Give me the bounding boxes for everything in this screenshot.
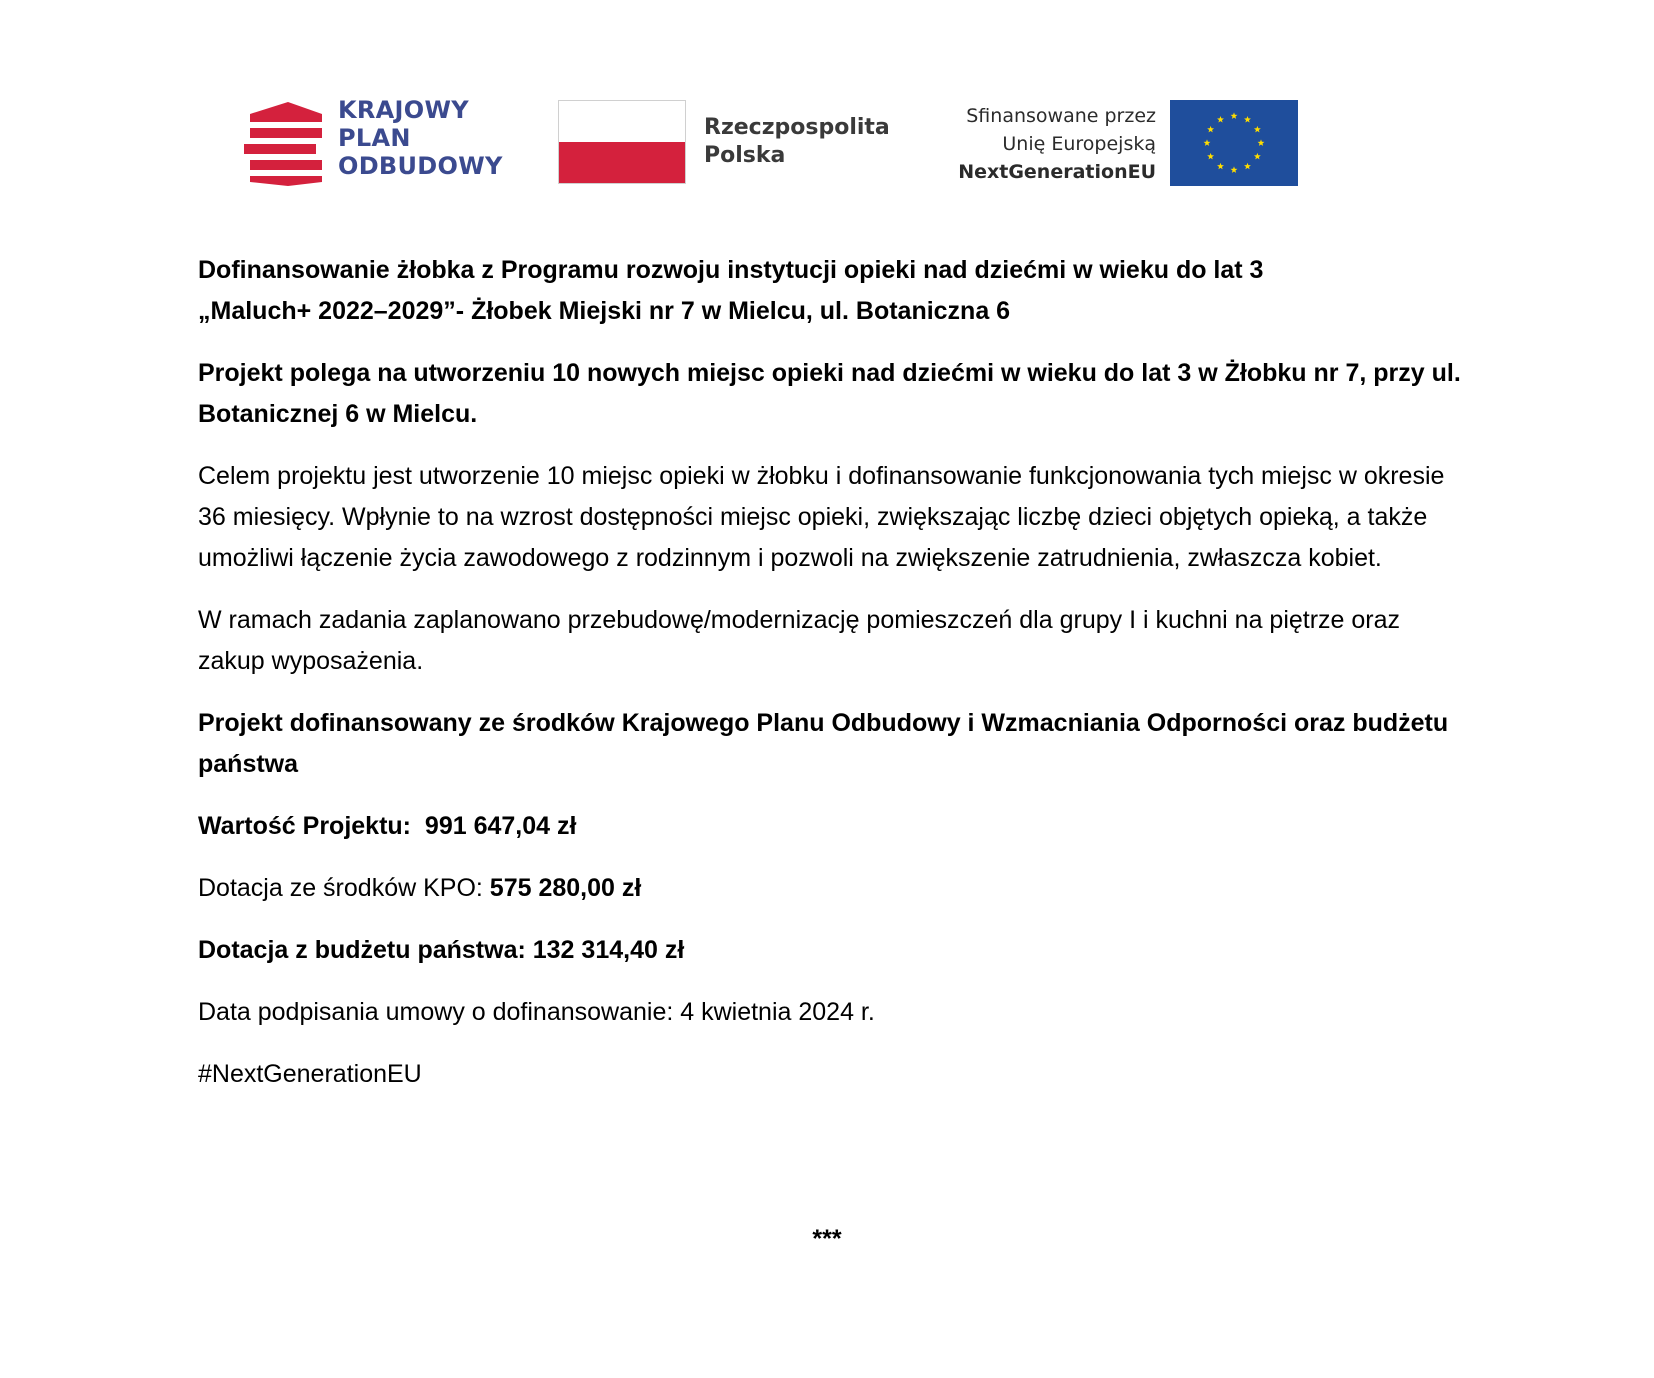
kpo-grant-amount: 575 280,00 zł [489, 874, 642, 902]
kpo-line-2: PLAN [338, 124, 411, 152]
signing-date: Data podpisania umowy o dofinansowanie: 4 kwietnia 2024 r. [198, 998, 875, 1026]
kpo-line-3: ODBUDOWY [338, 152, 503, 180]
project-value [198, 806, 1468, 847]
hashtag: #NextGenerationEU [198, 1060, 422, 1088]
project-value-label: Wartość Projektu: [198, 812, 412, 840]
project-summary: Projekt polega na utworzeniu 10 nowych miejsc opieki nad dziećmi w wieku do lat 3 w Żłobku nr 7, przy ul. Botanicznej 6 w Mielcu. [198, 359, 1461, 428]
project-value-amount: 991 647,04 zł [424, 812, 577, 840]
kpo-logo [244, 96, 534, 188]
kpo-line-1: KRAJOWY [338, 96, 469, 124]
logo-bar [0, 0, 1654, 200]
rp-line-1: Rzeczpospolita [704, 115, 890, 140]
document-body [198, 250, 1468, 1116]
rp-logo [558, 100, 888, 188]
title-line-1: Dofinansowanie żłobka z Programu rozwoju instytucji opieki nad dziećmi w wieku do lat 3 [198, 256, 1264, 284]
polish-flag-icon [558, 100, 686, 184]
eu-logo [918, 100, 1298, 188]
kpo-grant-label: Dotacja ze środków KPO: [198, 874, 483, 902]
project-scope: W ramach zadania zaplanowano przebudowę/modernizację pomieszczeń dla grupy I i kuchni na piętrze oraz zakup wyposażenia. [198, 606, 1401, 675]
document-title [198, 250, 1468, 332]
eu-line-3: NextGenerationEU [958, 161, 1156, 183]
kpo-building-icon [244, 100, 322, 186]
state-grant: Dotacja z budżetu państwa: 132 314,40 zł [198, 936, 685, 964]
eu-line-2: Unię Europejską [1002, 133, 1156, 155]
title-line-2: „Maluch+ 2022–2029”- Żłobek Miejski nr 7 w Mielcu, ul. Botaniczna 6 [198, 297, 1011, 325]
separator: *** [812, 1225, 842, 1253]
eu-flag-icon [1170, 100, 1298, 186]
kpo-grant [198, 868, 1468, 909]
funding-source: Projekt dofinansowany ze środków Krajowego Planu Odbudowy i Wzmacniania Odporności oraz budżetu państwa [198, 709, 1449, 778]
project-goal: Celem projektu jest utworzenie 10 miejsc opieki w żłobku i dofinansowanie funkcjonowania tych miejsc w okresie 36 miesięcy. Wpłynie to na wzrost dostępności miejsc opieki, zwiększając liczbę dzieci objętych opieką, a także umożliwi łączenie życia zawodowego z rodzinnym i pozwoli na zwiększenie zatrudnienia, zwłaszcza kobiet. [198, 462, 1445, 572]
eu-line-1: Sfinansowane przez [966, 105, 1156, 127]
rp-line-2: Polska [704, 143, 786, 168]
